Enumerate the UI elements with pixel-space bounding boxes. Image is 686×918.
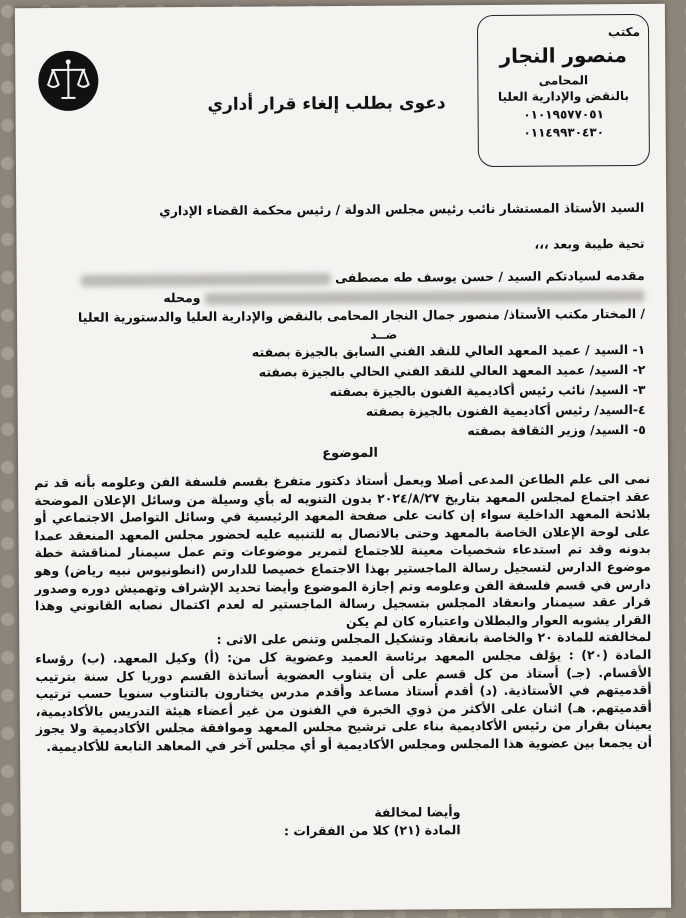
- closing-line-2: المادة (٢١) كلا من الفقرات :: [283, 822, 461, 839]
- scales-of-justice-icon: [37, 50, 99, 112]
- lawyer-name: منصور النجار: [499, 43, 627, 68]
- defendants-list: [252, 340, 646, 443]
- lawyer-title: المحامى: [538, 73, 589, 88]
- redacted-text: [205, 289, 645, 304]
- closing-line-1: وأيضا لمخالفة: [374, 804, 461, 820]
- plaintiff-residence: ومحله: [163, 289, 201, 306]
- against-label: ضــد: [370, 327, 398, 342]
- body-paragraph: المادة (٢٠) : يؤلف مجلس المعهد برئاسة العميد وعضوية كل من: (أ) وكيل المعهد. (ب) رؤساء الأقسام. (جـ) أستاذ من كل قسم على أن يتناوب العضوية أساتذة القسم دوريا كل سنة بترتيب أقدميتهم في الأستاذية. (د) أقدم أستاذ مساعد وأقدم مدرس يختارون بالتناوب سنويا حسب ترتيب أقدميتهم. هـ) اثنان على الأكثر من ذوي الخبرة في الفنون من غير أعضاء هيئة التدريس بالأكاديمية، يعينان بقرار من رئيس الأكاديمية بناء على ترشيح مجلس المعهد وموافقة مجلس الأكاديمية ولا يجوز أن يجمعا بين عضوية هذا المجلس ومجلس الأكاديمية أو أي مجلس آخر في المعاهد التابعة للأكاديمية.: [35, 646, 653, 754]
- addressee: السيد الأستاذ المستشار نائب رئيس مجلس الدولة / رئيس محكمة القضاء الإداري: [159, 199, 645, 219]
- defendant-item: ٣- السيد/ نائب رئيس أكاديمية الفنون بالجيزة بصفته: [329, 381, 646, 400]
- subject-heading: الموضوع: [322, 445, 379, 462]
- body-paragraph: لمخالفته للمادة ٢٠ والخاصة بانعقاد وتشكيل المجلس وتنص على الاتى :: [216, 629, 652, 648]
- case-title: دعوى بطلب إلغاء قرار أداري: [207, 93, 446, 115]
- defendant-item: ٤-السيد/ رئيس أكاديمية الفنون بالجيزة بصفته: [365, 401, 646, 419]
- closing-block: [284, 803, 461, 840]
- defendant-item: ٥- السيد/ وزير الثقافة بصفته: [467, 421, 646, 439]
- plaintiff-line-3: / المختار مكتب الأستاذ/ منصور جمال النجار المحامى بالنقض والإدارية العليا والدستورية العليا: [77, 305, 646, 325]
- redacted-text: [81, 273, 331, 287]
- phone-1: ٠١٠١٩٥٧٧٠٥١: [523, 107, 604, 122]
- body-paragraph: نمى الى علم الطاعن المدعى أصلا ويعمل أستاذ دكتور متفرغ بقسم فلسفة الفن وعلومه بأنه قد تم عقد اجتماع لمجلس المعهد بتاريخ ٢٠٢٤/٨/٢٧ بدون التنويه له بأي وسيلة من وسائل الإعلان الموضحة بلائحة المعهد الداخلية سواء إن كانت على صفحة المعهد الرئيسية في وسائل التواصل الاجتماعي أو على لوحة الإعلان الخاصة بالمعهد وحتى بالاتصال به للتنبيه عليه لحضور مجلس المعهد المنعقد عمدا بدونه وقد تم استدعاء شخصيات معينة للاجتماع لتمرير موضوعات وتم عمل سيمنار لمناقشة خطة موضوع الدارس لتسجيل رسالة الماجستير بهذا الاجتماع خصيصا للدارس (انطونيوس نبيه رياض) وهو دارس في قسم فلسفة الفن وعلومه وتم إجازة الموضوع وأيضا تحديد الإشراف وتهميش دوره وصدور قرار عقد سيمنار وانعقاد المجلس بتسجيل رسالة الماجستير له لعدم اكتمال نصابه القانوني وهذا القرار يشوبه العوار والبطلان واعتباره كان لم يكن: [34, 470, 652, 629]
- defendant-item: ٢- السيد/ عميد المعهد العالي للنقد الفني الحالي بالجيزة بصفته: [258, 361, 646, 380]
- body-text: [34, 470, 652, 756]
- plaintiff-intro: مقدمه لسيادتكم السيد / حسن يوسف طه مصطفى: [335, 267, 645, 286]
- greeting: تحية طيبة وبعد ،،،: [534, 235, 645, 252]
- phone-2: ٠١١٤٩٩٣٠٤٣٠: [523, 125, 605, 140]
- lawyer-stamp-box: [477, 14, 650, 167]
- office-label: مكتب: [607, 24, 641, 40]
- document-page: [15, 4, 671, 913]
- lawyer-courts: بالنقض والإدارية العليا: [497, 88, 629, 104]
- defendant-item: ١- السيد / عميد المعهد العالي للنقد الفني السابق بالجيزة بصفته: [251, 341, 646, 360]
